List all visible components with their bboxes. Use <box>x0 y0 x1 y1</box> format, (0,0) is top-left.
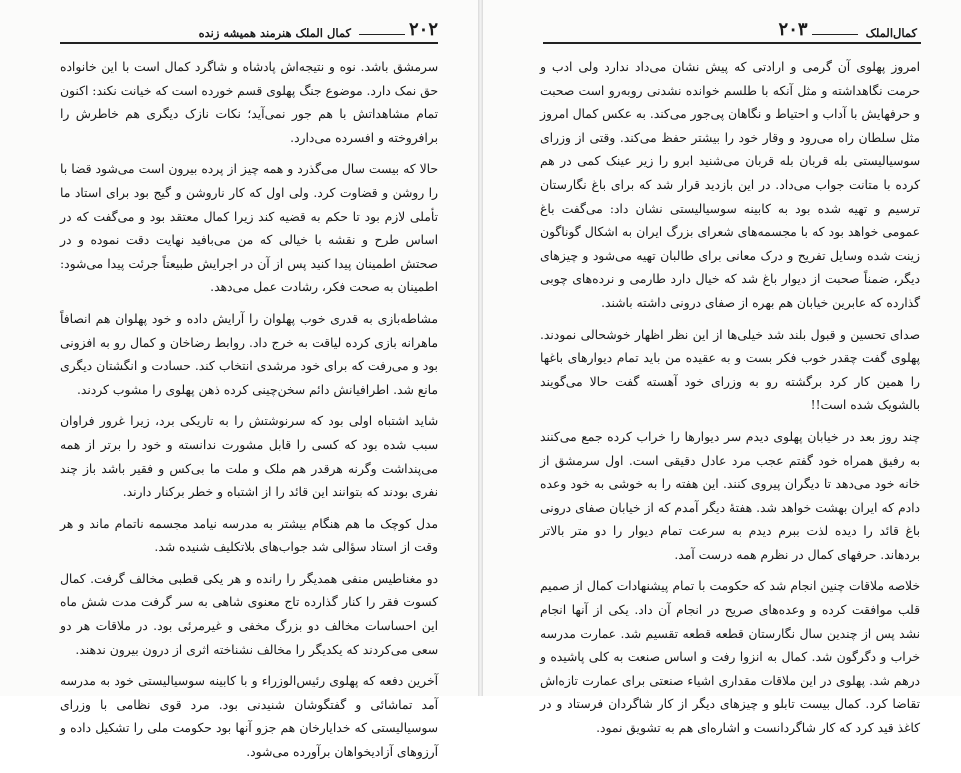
left-page-body <box>60 56 438 773</box>
paragraph: خلاصه ملاقات چنین انجام شد که حکومت با تمام پیشنهادات کمال از صمیم قلب موافقت کرده و وعده‌های صریح در انجام آن داد. یکی از آنها انجام نشد پس از چندین سال نگارستان قطعه قطعه تقسیم شد. عمارت مدرسه خراب و دگرگون شد. کمال به انزوا رفت و اساس صنعت به کلی پاشیده و درهم شد. پهلوی در این ملاقات مقداری اشیاء صنعتی برای عمارت تازه‌اش تقاضا کرد. کمال بیست تابلو و چیزهای دیگر از کار شاگردان فرستاد و در کاغذ قید کرد که کار شاگردانست و اشاره‌ای هم به تشویق نمود. <box>540 579 920 736</box>
left-page <box>0 0 478 760</box>
paragraph: صدای تحسین و قبول بلند شد خیلی‌ها از این نظر اظهار خوشحالی نمودند. پهلوی گفت چقدر خوب فکر بست و به عقیده من باید تمام دیوارهای باغها را همین کار کرد برگشته رو به وزرای خود آهسته گفت حالا می‌گویند بالشویک شده است!! <box>540 327 920 413</box>
paragraph: دو مغناطیس منفی همدیگر را رانده و هر یکی قطبی مخالف گرفت. کمال کسوت فقر را کنار گذارده تاج معنوی شاهی به سر گرفت مدت شش ماه این احساسات مخالف دو بزرگ مخفی و غیرمرئی بود. در ملاقات هر دو سعی می‌کردند که یکدیگر را مخالف نشناخته اثری از درون بیرون ندهند. <box>60 571 438 657</box>
right-page-body <box>540 56 920 749</box>
header-rule <box>60 42 438 44</box>
paragraph: حالا که بیست سال می‌گذرد و همه چیز از پرده بیرون است می‌شود قضا با را روشن و قضاوت کرد. ولی اول که کار ناروشن و گیج بود برای استاد ما تأملی لازم بود تا حکم به قضیه کند زیرا کمال معتقد بود و می‌گفت که در اساس طرح و نقشه با خیالی که من می‌بافید نهایت دقت نموده و در صحتش اطمینان پیدا کنید پس از آن در اجرایش طبیعتاً جرئت پیدا می‌شود: اطمینان به صحت فکر، رشادت عمل می‌دهد. <box>60 162 438 295</box>
paragraph: امروز پهلوی آن گرمی و ارادتی که پیش نشان می‌داد ندارد ولی ادب و حرمت نگاهداشته و مثل آنکه با طلسم خوانده نشدنی روبه‌رو است صحبت و حرفهایش با آداب و احتیاط و نگاهان پی‌جور می‌کند. به عکس کمال امروز مثل سلطان راه می‌رود و وقار خود را بیشتر حفظ می‌کند. وقتی از وزرای سوسیالیستی بله قربان بله قربان می‌شنید ابرو را زیر عینک کمی در هم کرده با متانت جواب می‌داد. در این بازدید قرار شد که برای باغ نگارستان ترسیم و تهیه شده بود به کابینه سوسیالیستی نشان داد: می‌گفت باغ عمومی خواهد بود که با مجسمه‌های شعرای بزرگ ایران به اشکال گوناگون زینت شده وسایل تفریح و درک معانی برای طالبان تهیه می‌شود و چیزهای دیگر، ضمناً صحبت از دیوار باغ شد که خیال دارد طارمی و نرده‌های چوبی گذارده که عابرین خیابان هم بهره از صفای درونی داشته باشند. <box>540 60 920 310</box>
left-page-header <box>60 14 438 40</box>
header-dash <box>812 28 858 35</box>
paragraph: مدل کوچک ما هم هنگام بیشتر به مدرسه نیامد مجسمه ناتمام ماند و هر وقت از استاد سؤالی شد جواب‌های بلاتکلیف شنیده شد. <box>60 516 438 555</box>
page-number: ۲۰۳ <box>778 19 808 40</box>
header-dash <box>359 28 405 35</box>
paragraph: شاید اشتباه اولی بود که سرنوشتش را به تاریکی برد، زیرا غرور فراوان سبب شده بود که کسی را قابل مشورت ندانسته و خود را برتر از همه می‌پنداشت وگرنه هرقدر هم ملک و ملت ما بی‌کس و فقیر باشد باز چند نفری بودند که بتوانند این قائد را از اشتباه و خطر برکنار دارند. <box>60 414 438 500</box>
running-title: کمال الملک هنرمند همیشه زنده <box>198 26 351 40</box>
paragraph: آخرین دفعه که پهلوی رئیس‌الوزراء و با کابینه سوسیالیستی خود به مدرسه آمد تماشائی و گفتگوشان شنیدنی بود. مرد قوی نظامی با وزرای سوسیالیستی که خدایارخان هم جزو آنها بود حکومت ملی را تشکیل داده و آرزوهای آزادیخواهان برآورده می‌شود. <box>60 674 438 760</box>
running-title: کمال‌الملک <box>865 26 917 40</box>
paragraph: چند روز بعد در خیابان پهلوی دیدم سر دیوارها را خراب کرده جمع می‌کنند به رفیق همراه خود گفتم عجب مرد عادل دقیقی است. اول سرمشق از خانه خود می‌دهد تا دیگران پیروی کنند. این هفته را به خوشی به خود وعده دادم که ایران بهشت خواهد شد. هفتهٔ دیگر آمدم که از خیابان صفای درونی باغ قائد را دیده لذت ببرم دیدم به سرعت تمام دیوار را دو متر بالاتر بردهاند. حرفهای کمال در نظرم همه درست آمد. <box>540 429 920 562</box>
page-number: ۲۰۲ <box>408 19 438 40</box>
right-page-header <box>543 14 921 40</box>
header-rule <box>543 42 921 44</box>
paragraph: سرمشق باشد. نوه و نتیجه‌اش پادشاه و شاگرد کمال است با این خانواده حق نمک دارد. موضوع جنگ پهلوی قسم خورده است که خیانت نکند: اکنون تمام مشاهداتش با هم جور نمی‌آید؛ نکات نازک دیگری هم خاطرش را برافروخته و افسرده می‌دارد. <box>60 60 438 145</box>
right-page <box>483 0 961 736</box>
paragraph: مشاطه‌بازی به قدری خوب پهلوان را آرایش داده و خود پهلوان هم انصافاً ماهرانه بازی کرده لیاقت به خرج داد. روابط رضاخان و کمال رو به افزونی بود و می‌رفت که برای خود مرشدی انتخاب کند. حسادت و انگشتان دیگری مانع شد. اطرافیانش دائم سخن‌چینی کرده ذهن پهلوی را مشوب کردند. <box>60 311 438 397</box>
